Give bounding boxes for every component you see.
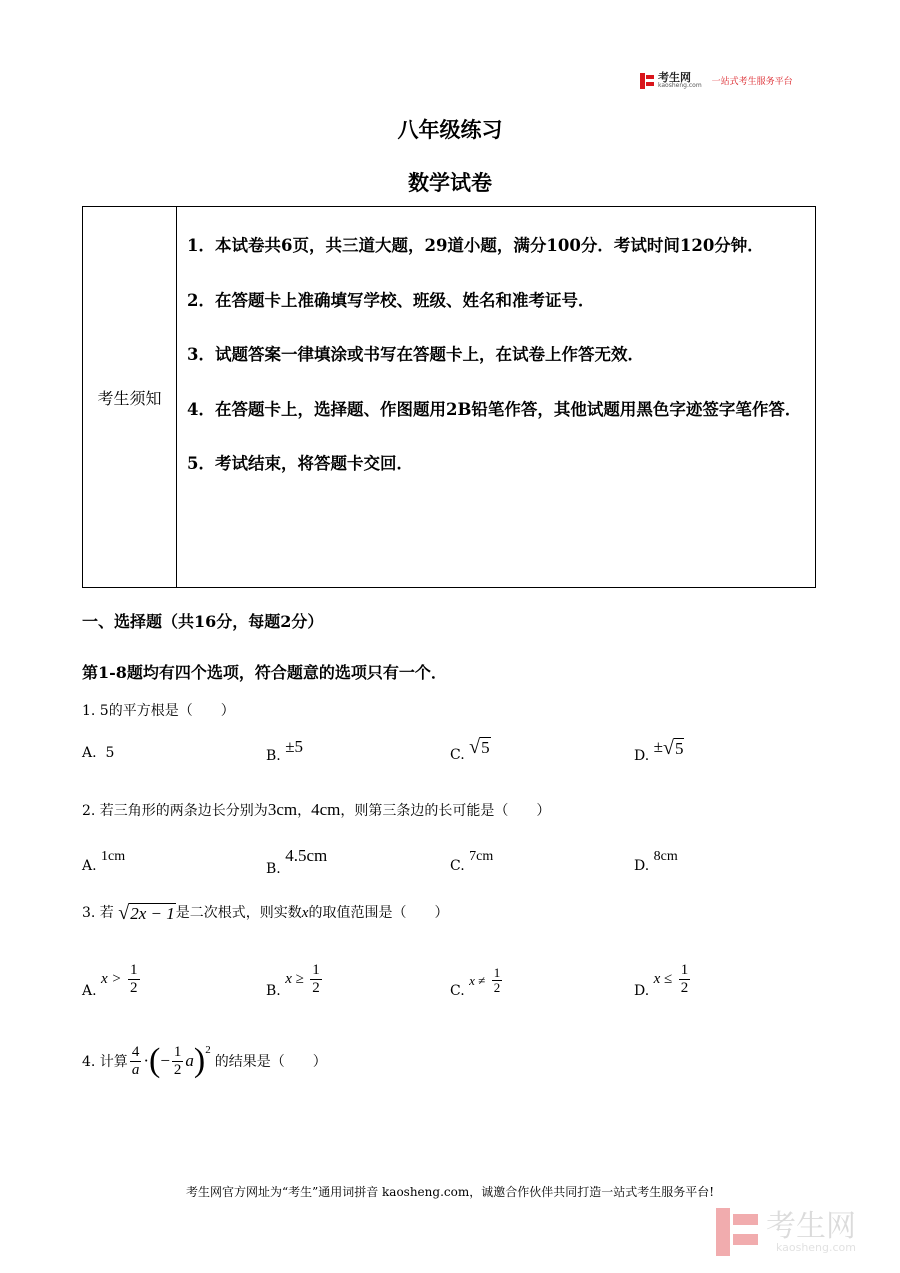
q1-option-b: B. ±5 [266,737,304,764]
logo-name: 考生网 [658,71,691,84]
question-1-text: 1. 5的平方根是（ ） [82,703,235,719]
sqrt-icon: √ 5 [662,736,684,759]
question-4-text: 4. 计算 $\frac{4}{a}$ · ( − $\frac{1}{2}$ a ) 2 的结果是（ ） [82,1042,327,1079]
header-slogan: 一站式考生服务平台 [711,77,793,87]
kaosheng-watermark-icon [716,1208,758,1256]
sqrt-icon: √ 2x − 1 [118,901,175,924]
q3-option-b: B. x ≥ $\frac{1}{2}$ [266,962,320,999]
q1-option-c: C. √ 5 [450,736,490,764]
q3-option-a: A. x > $\frac{1}{2}$ [82,962,138,999]
notice-item: 4．在答题卡上，选择题、作图题用2B铅笔作答，其他试题用黑色字迹签字笔作答． [187,399,802,419]
page-title: 八年级练习 [397,117,503,142]
question-3-text: 3. 若 √ 2x − 1 是二次根式，则实数x的取值范围是（ ） [82,901,449,924]
section-instruction: 第1-8题均有四个选项，符合题意的选项只有一个． [82,663,447,682]
notice-body [177,207,815,587]
q3-option-d: D. x ≤ $\frac{1}{2}$ [634,962,689,999]
q2-option-c: C. 7cm [450,849,494,874]
watermark-logo: 考生网 kaosheng.com [716,1208,856,1256]
notice-item: 5．考试结束，将答题卡交回． [187,454,413,473]
question-2-text: 2. 若三角形的两条边长分别为3cm，4cm，则第三条边的长可能是（ ） [82,800,551,819]
q2-option-b: B. 4.5cm [266,846,328,877]
section-heading: 一、选择题（共16分，每题2分） [82,612,324,631]
footer-text: 考生网官方网址为“考生”通用词拼音 kaosheng.com，诚邀合作伙伴共同打造一站式考生服务平台! [185,1185,715,1199]
q2-option-d: D. 8cm [634,849,678,874]
page-subtitle: 数学试卷 [408,170,492,195]
q2-option-a: A. 1cm [82,849,126,874]
notice-table [82,206,816,588]
notice-item: 3．试题答案一律填涂或书写在答题卡上，在试卷上作答无效． [187,345,644,364]
notice-item: 2．在答题卡上准确填写学校、班级、姓名和准考证号． [187,290,595,310]
q1-option-d: D. ± √ 5 [634,736,684,764]
kaosheng-logo-icon [640,73,654,89]
sqrt-icon: √ 5 [469,736,490,758]
notice-label: 考生须知 [83,207,177,587]
logo-domain: kaosheng.com [658,82,702,89]
q3-option-c: C. x ≠ $\frac{1}{2}$ [450,965,501,999]
header-logo [640,72,793,89]
notice-item: 1．本试卷共6页，共三道大题，29道小题，满分100分．考试时间120分钟． [187,236,764,255]
q1-option-a: A. 5 [82,745,115,761]
